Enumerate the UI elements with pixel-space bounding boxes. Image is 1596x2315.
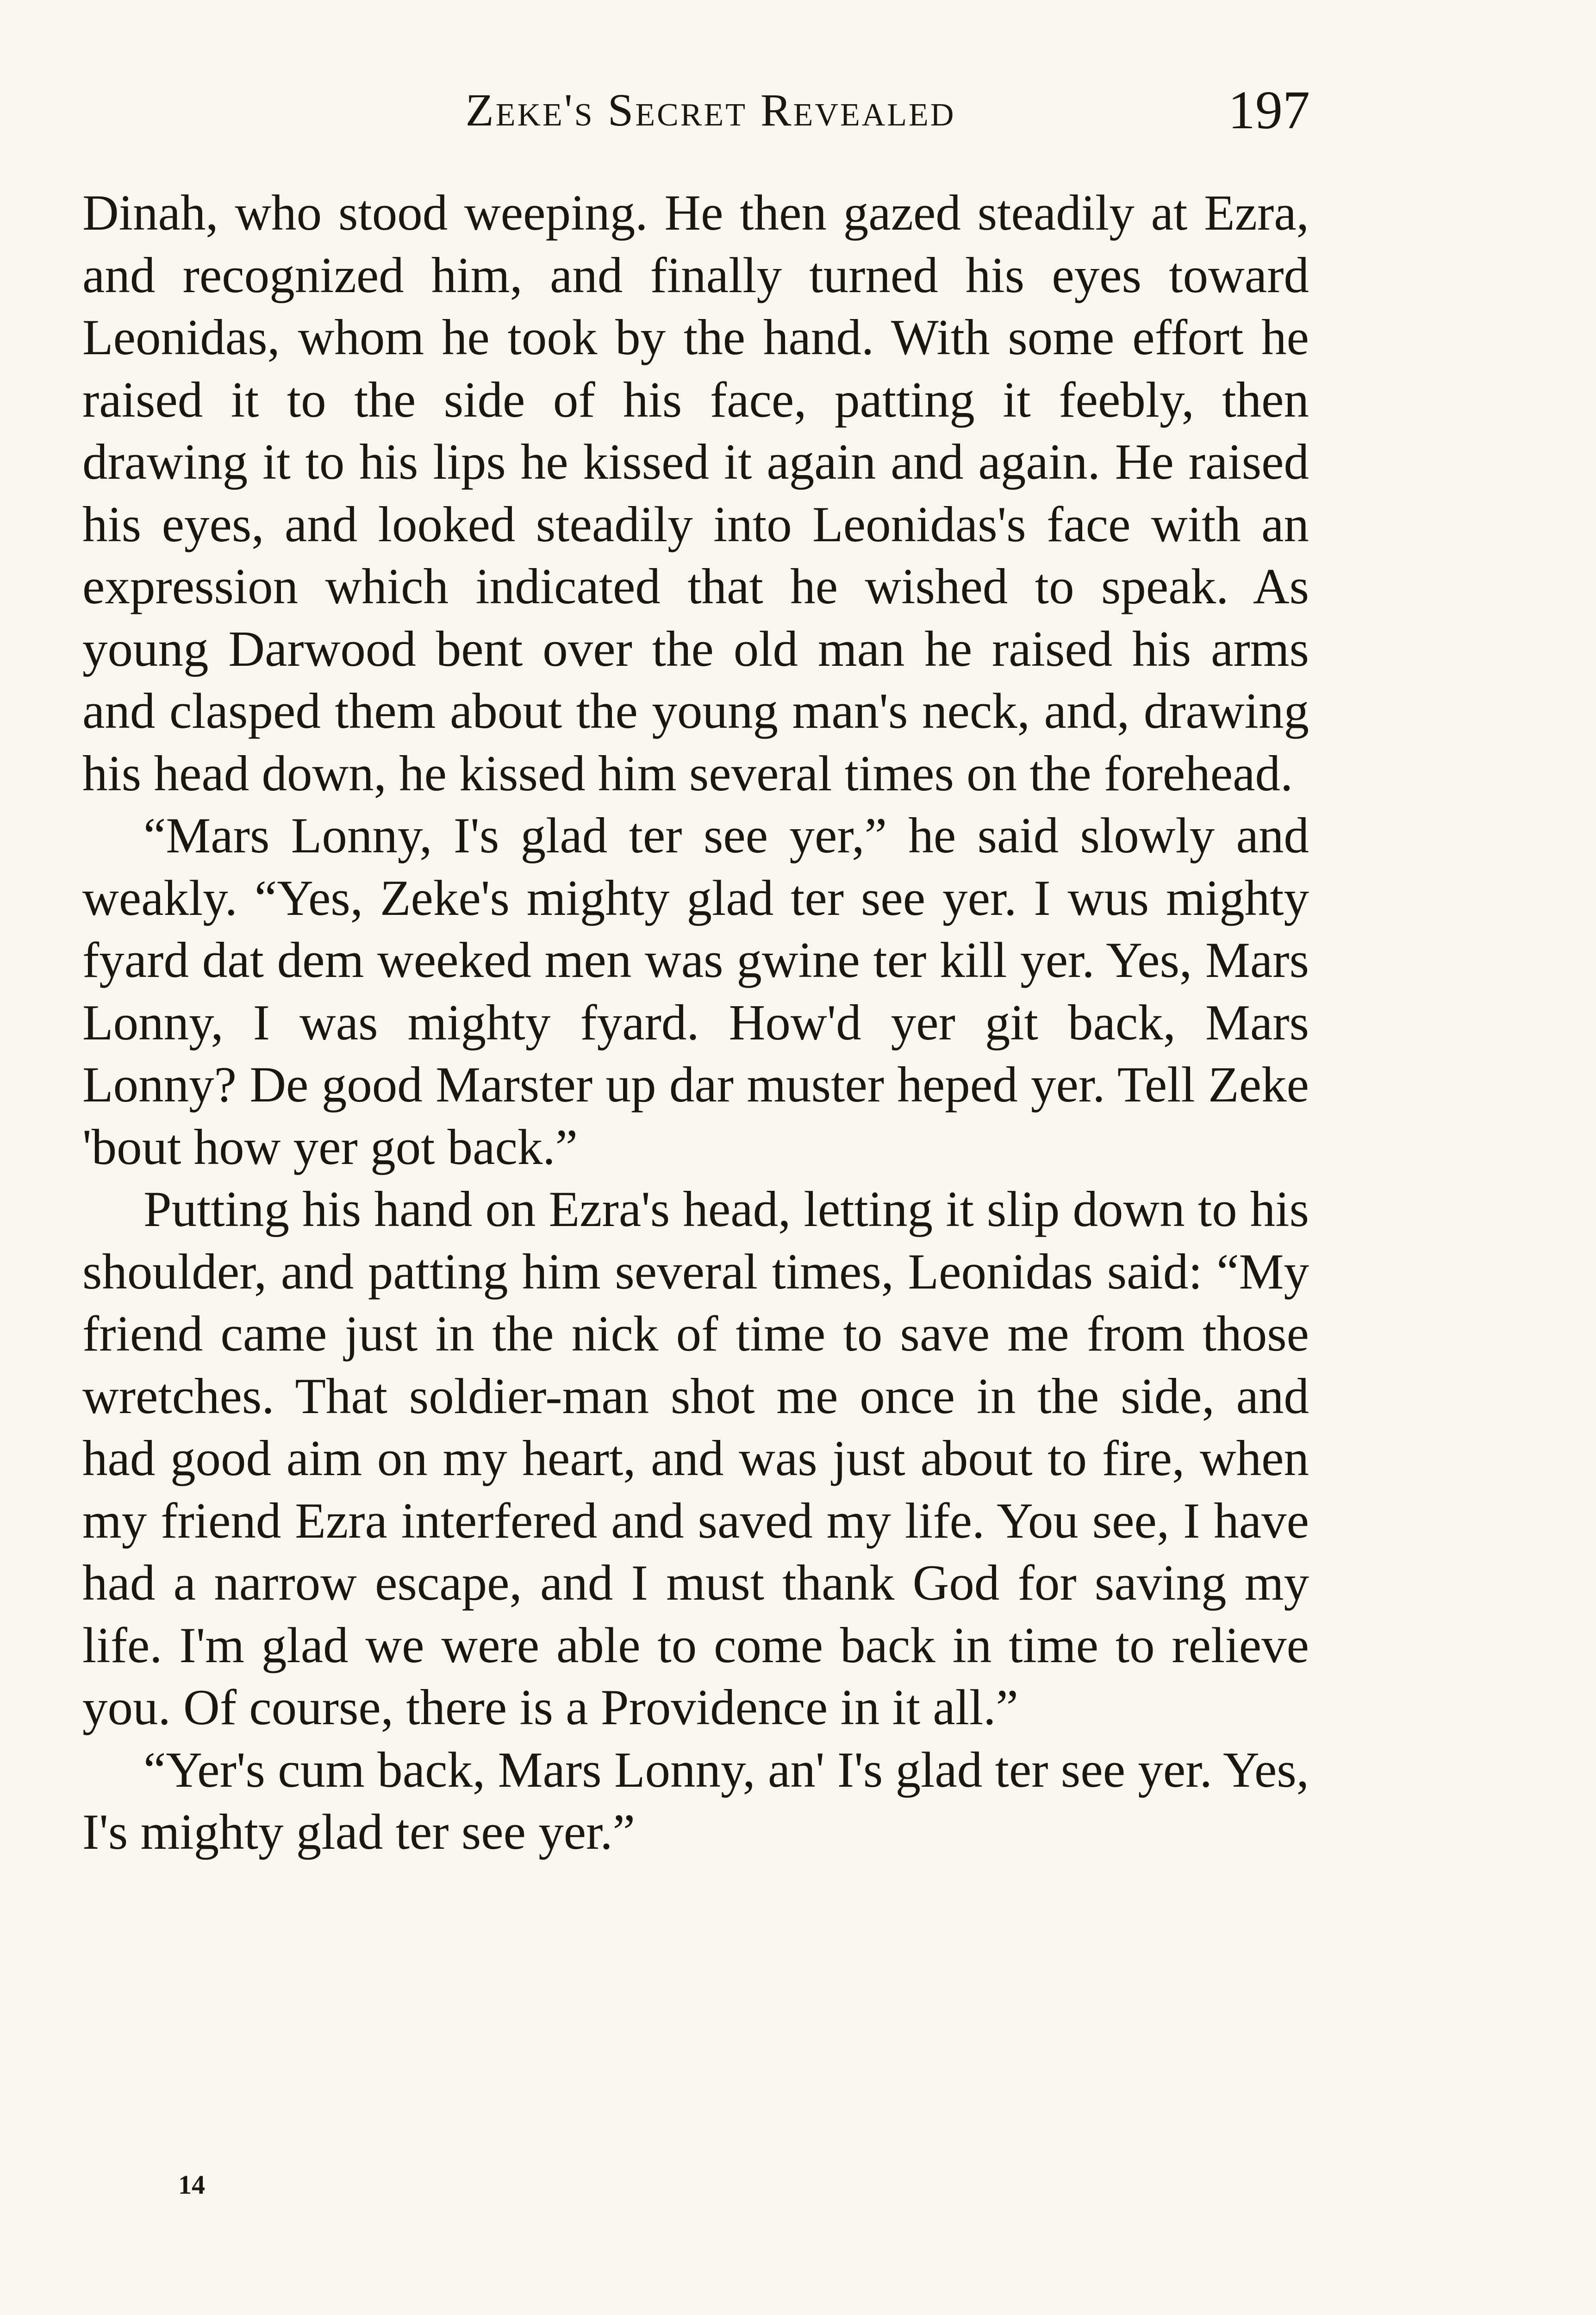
paragraph-2: “Mars Lonny, I's glad ter see yer,” he said slowly and weakly. “Yes, Zeke's mighty glad ter see yer. I wus mighty fyard dat dem weeked men was gwine ter kill yer. Yes, Mars Lonny, I was mighty fyard. How'd yer git back, Mars Lonny? De good Marster up dar muster heped yer. Tell Zeke 'bout how yer got back.” [82, 807, 1309, 1175]
paragraph-4: “Yer's cum back, Mars Lonny, an' I's glad ter see yer. Yes, I's mighty glad ter see yer.” [82, 1741, 1309, 1860]
paragraph-3: Putting his hand on Ezra's head, letting it slip down to his shoulder, and patting him several times, Leonidas said: “My friend came just in the nick of time to save me from those wretches. That soldier-man shot me once in the side, and had good aim on my heart, and was just about to fire, when my friend Ezra interfered and saved my life. You see, I have had a narrow escape, and I must thank God for saving my life. I'm glad we were able to come back in time to relieve you. Of course, there is a Providence in it all.” [82, 1181, 1309, 1735]
paragraph-1: Dinah, who stood weeping. He then gazed steadily at Ezra, and recognized him, and finally turned his eyes toward Leonidas, whom he took by the hand. With some effort he raised it to the side of his face, patting it feebly, then drawing it to his lips he kissed it again and again. He raised his eyes, and looked steadily into Leonidas's face with an expression which indicated that he wished to speak. As young Darwood bent over the old man he raised his arms and clasped them about the young man's neck, and, drawing his head down, he kissed him several times on the forehead. [82, 185, 1309, 801]
body-text [82, 182, 1309, 1864]
page-number: 197 [1228, 80, 1310, 140]
running-title: Zeke's Secret Revealed [465, 84, 956, 136]
signature-mark: 14 [178, 2170, 205, 2200]
running-head [83, 79, 1310, 153]
